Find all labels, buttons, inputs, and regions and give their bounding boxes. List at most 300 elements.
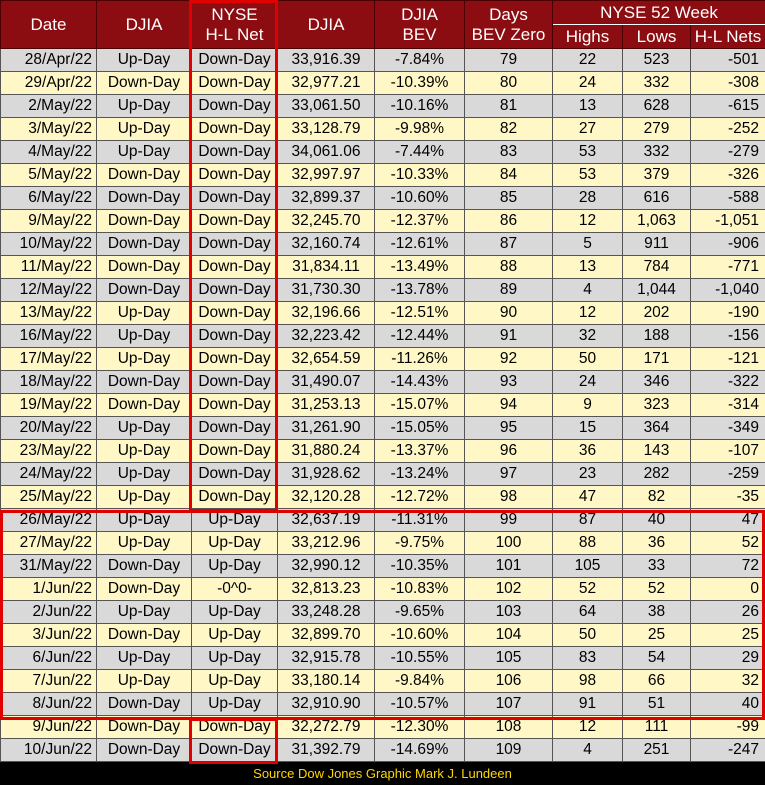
date-cell: 2/Jun/22 [1,601,97,624]
djia-direction-cell: Up-Day [97,49,192,72]
highs-cell: 4 [553,279,623,302]
table-row [1,187,765,210]
hl-nets-cell: 0 [691,578,765,601]
days-bev-zero-cell: 103 [465,601,553,624]
table-row [1,210,765,233]
djia-direction-cell: Up-Day [97,325,192,348]
header-hl-nets: H-L Nets [691,25,765,49]
lows-cell: 279 [623,118,691,141]
djia-bev-cell: -12.51% [375,302,465,325]
hl-nets-cell: -247 [691,739,765,762]
hl-nets-cell: -107 [691,440,765,463]
hl-nets-cell: 25 [691,624,765,647]
header-djia-close: DJIA [278,1,375,49]
date-cell: 18/May/22 [1,371,97,394]
djia-bev-cell: -12.72% [375,486,465,509]
nyse-hl-net-cell: Up-Day [192,509,278,532]
table-row [1,486,765,509]
nyse-hl-net-cell: Down-Day [192,256,278,279]
nyse-hl-net-cell: Down-Day [192,164,278,187]
header-days-bev-zero: Days BEV Zero [465,1,553,49]
djia-direction-cell: Down-Day [97,72,192,95]
djia-close-cell: 34,061.06 [278,141,375,164]
nyse-hl-net-cell: Down-Day [192,95,278,118]
hl-nets-cell: 26 [691,601,765,624]
highs-cell: 50 [553,624,623,647]
djia-direction-cell: Up-Day [97,647,192,670]
table-row [1,72,765,95]
djia-close-cell: 31,834.11 [278,256,375,279]
lows-cell: 38 [623,601,691,624]
days-bev-zero-cell: 108 [465,716,553,739]
nyse-hl-net-cell: Down-Day [192,233,278,256]
days-bev-zero-cell: 79 [465,49,553,72]
lows-cell: 202 [623,302,691,325]
highs-cell: 15 [553,417,623,440]
djia-direction-cell: Up-Day [97,417,192,440]
djia-close-cell: 33,212.96 [278,532,375,555]
nyse-hl-net-cell: Down-Day [192,716,278,739]
djia-close-cell: 33,128.79 [278,118,375,141]
nyse-hl-net-cell: Down-Day [192,348,278,371]
lows-cell: 33 [623,555,691,578]
hl-nets-cell: 52 [691,532,765,555]
table-row [1,509,765,532]
djia-bev-cell: -14.69% [375,739,465,762]
table-row [1,233,765,256]
highs-cell: 83 [553,647,623,670]
lows-cell: 628 [623,95,691,118]
djia-close-cell: 32,272.79 [278,716,375,739]
djia-bev-cell: -12.61% [375,233,465,256]
highs-cell: 52 [553,578,623,601]
lows-cell: 332 [623,141,691,164]
djia-close-cell: 32,120.28 [278,486,375,509]
djia-bev-cell: -11.26% [375,348,465,371]
hl-nets-cell: 40 [691,693,765,716]
djia-bev-cell: -11.31% [375,509,465,532]
days-bev-zero-cell: 89 [465,279,553,302]
table-row [1,95,765,118]
highs-cell: 47 [553,486,623,509]
djia-bev-cell: -10.33% [375,164,465,187]
djia-close-cell: 31,490.07 [278,371,375,394]
days-bev-zero-cell: 99 [465,509,553,532]
djia-close-cell: 32,990.12 [278,555,375,578]
table-row [1,325,765,348]
lows-cell: 171 [623,348,691,371]
nyse-hl-net-cell: Up-Day [192,555,278,578]
djia-direction-cell: Up-Day [97,670,192,693]
djia-close-cell: 33,248.28 [278,601,375,624]
djia-bev-cell: -15.05% [375,417,465,440]
highs-cell: 9 [553,394,623,417]
highs-cell: 5 [553,233,623,256]
lows-cell: 52 [623,578,691,601]
hl-nets-cell: -906 [691,233,765,256]
djia-bev-cell: -15.07% [375,394,465,417]
hl-nets-cell: -252 [691,118,765,141]
days-bev-zero-cell: 91 [465,325,553,348]
djia-direction-cell: Down-Day [97,739,192,762]
lows-cell: 40 [623,509,691,532]
djia-direction-cell: Down-Day [97,394,192,417]
djia-close-cell: 31,253.13 [278,394,375,417]
djia-close-cell: 32,899.37 [278,187,375,210]
lows-cell: 784 [623,256,691,279]
lows-cell: 364 [623,417,691,440]
lows-cell: 282 [623,463,691,486]
highs-cell: 105 [553,555,623,578]
days-bev-zero-cell: 94 [465,394,553,417]
date-cell: 31/May/22 [1,555,97,578]
djia-bev-cell: -7.44% [375,141,465,164]
djia-bev-cell: -10.35% [375,555,465,578]
highs-cell: 32 [553,325,623,348]
table-row [1,164,765,187]
highs-cell: 24 [553,72,623,95]
djia-close-cell: 33,916.39 [278,49,375,72]
nyse-hl-net-cell: Up-Day [192,693,278,716]
djia-close-cell: 32,196.66 [278,302,375,325]
table-row [1,532,765,555]
nyse-hl-net-cell: Down-Day [192,118,278,141]
days-bev-zero-cell: 106 [465,670,553,693]
highs-cell: 87 [553,509,623,532]
djia-direction-cell: Down-Day [97,164,192,187]
highs-cell: 12 [553,210,623,233]
days-bev-zero-cell: 107 [465,693,553,716]
table-row [1,555,765,578]
djia-close-cell: 31,261.90 [278,417,375,440]
date-cell: 16/May/22 [1,325,97,348]
header-djia-direction: DJIA [97,1,192,49]
djia-bev-cell: -10.57% [375,693,465,716]
hl-nets-cell: -156 [691,325,765,348]
djia-close-cell: 33,180.14 [278,670,375,693]
djia-close-cell: 31,392.79 [278,739,375,762]
days-bev-zero-cell: 109 [465,739,553,762]
nyse-hl-net-cell: Up-Day [192,647,278,670]
nyse-hl-net-cell: Down-Day [192,187,278,210]
date-cell: 27/May/22 [1,532,97,555]
date-cell: 9/May/22 [1,210,97,233]
djia-bev-cell: -10.55% [375,647,465,670]
djia-close-cell: 32,245.70 [278,210,375,233]
days-bev-zero-cell: 102 [465,578,553,601]
lows-cell: 911 [623,233,691,256]
days-bev-zero-cell: 80 [465,72,553,95]
hl-nets-cell: -322 [691,371,765,394]
date-cell: 5/May/22 [1,164,97,187]
source-credit: Source Dow Jones Graphic Mark J. Lundeen [253,766,512,781]
djia-direction-cell: Up-Day [97,348,192,371]
djia-bev-cell: -12.44% [375,325,465,348]
nyse-hl-net-cell: Down-Day [192,394,278,417]
djia-direction-cell: Down-Day [97,716,192,739]
table-row [1,49,765,72]
nyse-hl-net-cell: Down-Day [192,463,278,486]
highs-cell: 91 [553,693,623,716]
date-cell: 3/May/22 [1,118,97,141]
nyse-hl-net-cell: Down-Day [192,739,278,762]
djia-close-cell: 32,813.23 [278,578,375,601]
highs-cell: 64 [553,601,623,624]
days-bev-zero-cell: 87 [465,233,553,256]
hl-nets-cell: -308 [691,72,765,95]
highs-cell: 23 [553,463,623,486]
table-row [1,739,765,762]
lows-cell: 51 [623,693,691,716]
lows-cell: 523 [623,49,691,72]
table-row [1,578,765,601]
hl-nets-cell: 29 [691,647,765,670]
djia-direction-cell: Down-Day [97,279,192,302]
djia-bev-cell: -13.37% [375,440,465,463]
date-cell: 6/May/22 [1,187,97,210]
nyse-hl-net-cell: Down-Day [192,49,278,72]
highs-cell: 12 [553,716,623,739]
hl-nets-cell: 32 [691,670,765,693]
djia-bev-cell: -9.65% [375,601,465,624]
djia-direction-cell: Up-Day [97,302,192,325]
djia-direction-cell: Up-Day [97,532,192,555]
djia-bev-cell: -9.98% [375,118,465,141]
djia-direction-cell: Down-Day [97,187,192,210]
djia-bev-cell: -10.83% [375,578,465,601]
djia-close-cell: 32,160.74 [278,233,375,256]
hl-nets-cell: -326 [691,164,765,187]
djia-close-cell: 31,730.30 [278,279,375,302]
djia-direction-cell: Up-Day [97,486,192,509]
highs-cell: 13 [553,95,623,118]
date-cell: 1/Jun/22 [1,578,97,601]
djia-close-cell: 31,928.62 [278,463,375,486]
djia-direction-cell: Down-Day [97,210,192,233]
nyse-hl-net-cell: Down-Day [192,210,278,233]
highs-cell: 50 [553,348,623,371]
hl-nets-cell: -1,040 [691,279,765,302]
lows-cell: 111 [623,716,691,739]
lows-cell: 54 [623,647,691,670]
header-lows: Lows [623,25,691,49]
highs-cell: 12 [553,302,623,325]
days-bev-zero-cell: 100 [465,532,553,555]
djia-close-cell: 32,910.90 [278,693,375,716]
lows-cell: 36 [623,532,691,555]
days-bev-zero-cell: 92 [465,348,553,371]
table-row [1,279,765,302]
date-cell: 13/May/22 [1,302,97,325]
highs-cell: 53 [553,164,623,187]
table-row [1,601,765,624]
nyse-hl-net-cell: Down-Day [192,72,278,95]
table-row [1,371,765,394]
table-body [1,49,765,762]
days-bev-zero-cell: 97 [465,463,553,486]
nyse-hl-net-cell: Down-Day [192,440,278,463]
djia-direction-cell: Up-Day [97,118,192,141]
table-row [1,118,765,141]
djia-bev-cell: -10.39% [375,72,465,95]
date-cell: 19/May/22 [1,394,97,417]
lows-cell: 25 [623,624,691,647]
nyse-hl-net-cell: Down-Day [192,279,278,302]
djia-direction-cell: Down-Day [97,578,192,601]
date-cell: 12/May/22 [1,279,97,302]
date-cell: 8/Jun/22 [1,693,97,716]
djia-bev-cell: -13.78% [375,279,465,302]
lows-cell: 143 [623,440,691,463]
date-cell: 17/May/22 [1,348,97,371]
lows-cell: 1,063 [623,210,691,233]
nyse-hl-net-cell: Down-Day [192,141,278,164]
days-bev-zero-cell: 83 [465,141,553,164]
djia-close-cell: 32,915.78 [278,647,375,670]
table-row [1,463,765,486]
header-nyse-hl-net: NYSE H-L Net [192,1,278,49]
djia-close-cell: 33,061.50 [278,95,375,118]
nyse-hl-net-cell: Up-Day [192,601,278,624]
lows-cell: 188 [623,325,691,348]
days-bev-zero-cell: 86 [465,210,553,233]
djia-close-cell: 32,997.97 [278,164,375,187]
date-cell: 11/May/22 [1,256,97,279]
hl-nets-cell: -588 [691,187,765,210]
djia-close-cell: 32,637.19 [278,509,375,532]
days-bev-zero-cell: 95 [465,417,553,440]
djia-direction-cell: Down-Day [97,371,192,394]
date-cell: 9/Jun/22 [1,716,97,739]
date-cell: 28/Apr/22 [1,49,97,72]
hl-nets-cell: -501 [691,49,765,72]
table-row [1,647,765,670]
days-bev-zero-cell: 82 [465,118,553,141]
date-cell: 26/May/22 [1,509,97,532]
highs-cell: 53 [553,141,623,164]
date-cell: 10/May/22 [1,233,97,256]
djia-direction-cell: Down-Day [97,233,192,256]
date-cell: 10/Jun/22 [1,739,97,762]
days-bev-zero-cell: 105 [465,647,553,670]
header-nyse-52-week: NYSE 52 Week [553,1,765,25]
hl-nets-cell: 47 [691,509,765,532]
djia-bev-cell: -12.30% [375,716,465,739]
table-row [1,302,765,325]
highs-cell: 24 [553,371,623,394]
djia-close-cell: 32,654.59 [278,348,375,371]
days-bev-zero-cell: 88 [465,256,553,279]
lows-cell: 66 [623,670,691,693]
days-bev-zero-cell: 84 [465,164,553,187]
header-highs: Highs [553,25,623,49]
lows-cell: 616 [623,187,691,210]
days-bev-zero-cell: 93 [465,371,553,394]
lows-cell: 82 [623,486,691,509]
table-row [1,440,765,463]
date-cell: 25/May/22 [1,486,97,509]
djia-direction-cell: Up-Day [97,463,192,486]
table-row [1,716,765,739]
highs-cell: 98 [553,670,623,693]
lows-cell: 1,044 [623,279,691,302]
hl-nets-cell: -1,051 [691,210,765,233]
lows-cell: 332 [623,72,691,95]
highs-cell: 36 [553,440,623,463]
nyse-hl-net-cell: Up-Day [192,532,278,555]
djia-direction-cell: Up-Day [97,141,192,164]
hl-nets-cell: 72 [691,555,765,578]
highs-cell: 27 [553,118,623,141]
djia-direction-cell: Up-Day [97,509,192,532]
date-cell: 3/Jun/22 [1,624,97,647]
days-bev-zero-cell: 85 [465,187,553,210]
date-cell: 24/May/22 [1,463,97,486]
djia-bev-cell: -10.16% [375,95,465,118]
hl-nets-cell: -259 [691,463,765,486]
hl-nets-cell: -190 [691,302,765,325]
nyse-hl-net-cell: Down-Day [192,325,278,348]
table-row [1,417,765,440]
hl-nets-cell: -349 [691,417,765,440]
djia-bev-cell: -10.60% [375,624,465,647]
djia-direction-cell: Down-Day [97,555,192,578]
djia-close-cell: 31,880.24 [278,440,375,463]
djia-bev-cell: -10.60% [375,187,465,210]
djia-close-cell: 32,223.42 [278,325,375,348]
nyse-hl-net-cell: -0^0- [192,578,278,601]
header-djia-bev: DJIA BEV [375,1,465,49]
djia-bev-cell: -7.84% [375,49,465,72]
table-row [1,670,765,693]
days-bev-zero-cell: 90 [465,302,553,325]
date-cell: 23/May/22 [1,440,97,463]
highs-cell: 28 [553,187,623,210]
table-row [1,693,765,716]
djia-direction-cell: Down-Day [97,256,192,279]
hl-nets-cell: -121 [691,348,765,371]
nyse-hl-net-cell: Down-Day [192,417,278,440]
highs-cell: 88 [553,532,623,555]
hl-nets-cell: -314 [691,394,765,417]
lows-cell: 323 [623,394,691,417]
days-bev-zero-cell: 101 [465,555,553,578]
djia-bev-cell: -13.24% [375,463,465,486]
djia-close-cell: 32,977.21 [278,72,375,95]
djia-bev-cell: -13.49% [375,256,465,279]
days-bev-zero-cell: 104 [465,624,553,647]
nyse-hl-net-cell: Up-Day [192,670,278,693]
djia-direction-cell: Up-Day [97,95,192,118]
days-bev-zero-cell: 96 [465,440,553,463]
table-row [1,348,765,371]
table-row [1,394,765,417]
nyse-hl-net-cell: Up-Day [192,624,278,647]
highs-cell: 22 [553,49,623,72]
header-date: Date [1,1,97,49]
date-cell: 6/Jun/22 [1,647,97,670]
hl-nets-cell: -99 [691,716,765,739]
djia-bev-cell: -14.43% [375,371,465,394]
lows-cell: 379 [623,164,691,187]
hl-nets-cell: -615 [691,95,765,118]
date-cell: 7/Jun/22 [1,670,97,693]
days-bev-zero-cell: 81 [465,95,553,118]
date-cell: 4/May/22 [1,141,97,164]
djia-direction-cell: Down-Day [97,693,192,716]
djia-direction-cell: Up-Day [97,440,192,463]
djia-bev-cell: -9.84% [375,670,465,693]
